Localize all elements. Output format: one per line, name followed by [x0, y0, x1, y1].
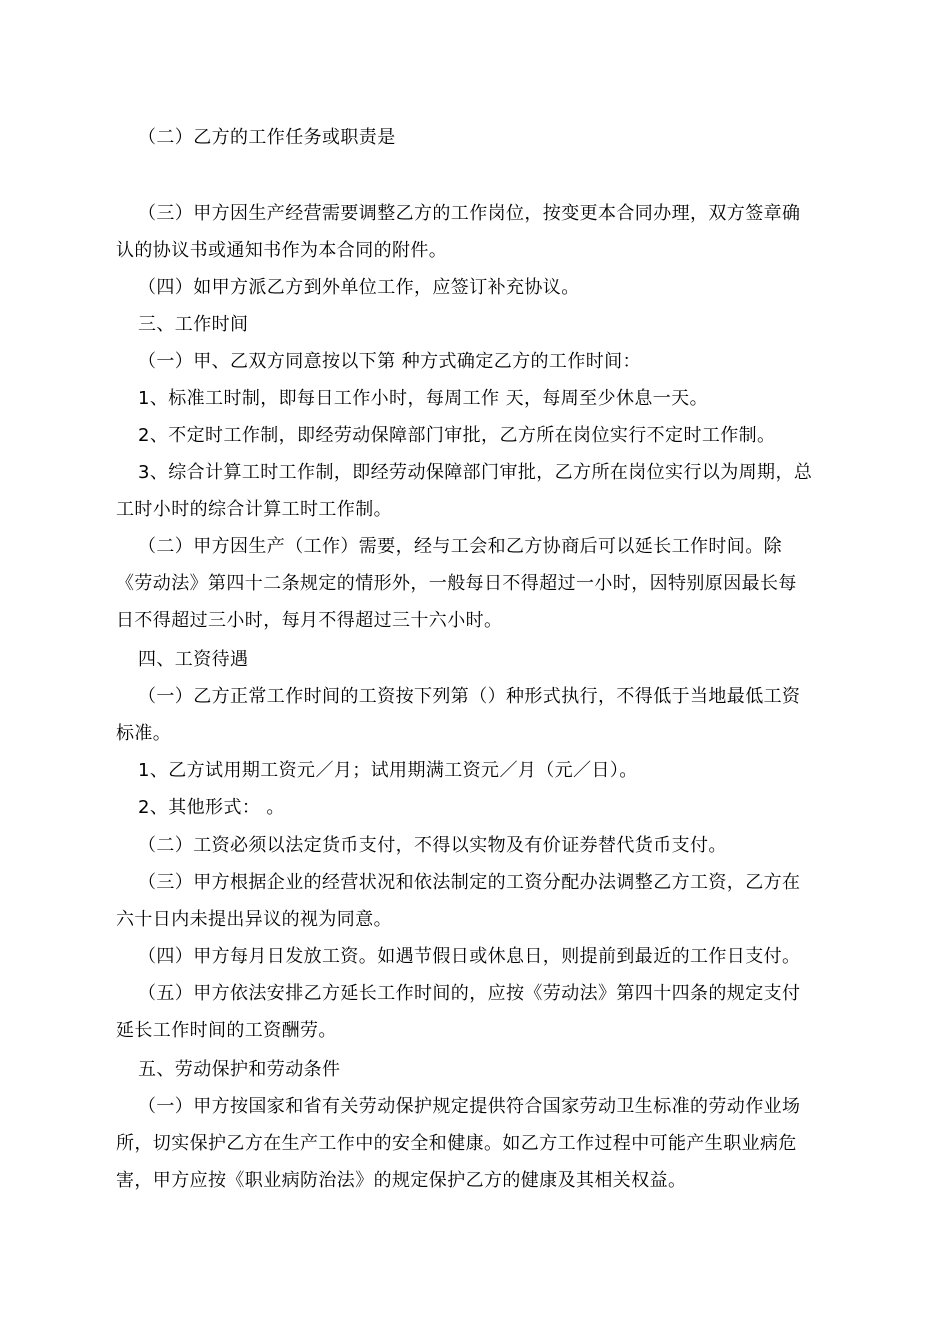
clause-2-3-line-2: 认的协议书或通知书作为本合同的附件。	[116, 240, 448, 261]
clause-3-2-line-2: 《劳动法》第四十二条规定的情形外，一般每日不得超过一小时，因特别原因最长每	[116, 573, 797, 594]
clause-4-3-line-2: 六十日内未提出异议的视为同意。	[116, 909, 392, 930]
item-3-1-1: 1、标准工时制，即每日工作小时，每周工作 天，每周至少休息一天。	[138, 388, 708, 409]
clause-2-3-line-1: （三）甲方因生产经营需要调整乙方的工作岗位，按变更本合同办理，双方签章确	[138, 203, 801, 224]
section-5-heading: 五、劳动保护和劳动条件	[138, 1059, 341, 1080]
item-4-1-1: 1、乙方试用期工资元／月；试用期满工资元／月（元／日）。	[138, 760, 638, 781]
clause-3-2-line-1: （二）甲方因生产（工作）需要，经与工会和乙方协商后可以延长工作时间。除	[138, 536, 782, 557]
clause-4-3-line-1: （三）甲方根据企业的经营状况和依法制定的工资分配办法调整乙方工资，乙方在	[138, 872, 801, 893]
clause-5-1-line-1: （一）甲方按国家和省有关劳动保护规定提供符合国家劳动卫生标准的劳动作业场	[138, 1096, 801, 1117]
section-3-heading: 三、工作时间	[138, 314, 249, 335]
item-3-1-3-line-2: 工时小时的综合计算工时工作制。	[116, 499, 392, 520]
clause-3-1: （一）甲、乙双方同意按以下第 种方式确定乙方的工作时间：	[138, 351, 641, 372]
clause-4-4: （四）甲方每月日发放工资。如遇节假日或休息日，则提前到最近的工作日支付。	[138, 946, 801, 967]
clause-4-2: （二）工资必须以法定货币支付，不得以实物及有价证券替代货币支付。	[138, 835, 727, 856]
clause-4-5-line-2: 延长工作时间的工资酬劳。	[116, 1020, 337, 1041]
clause-3-2-line-3: 日不得超过三小时，每月不得超过三十六小时。	[116, 610, 503, 631]
section-4-heading: 四、工资待遇	[138, 649, 249, 670]
item-3-1-2: 2、不定时工作制，即经劳动保障部门审批，乙方所在岗位实行不定时工作制。	[138, 425, 776, 446]
clause-5-1-line-2: 所，切实保护乙方在生产工作中的安全和健康。如乙方工作过程中可能产生职业病危	[116, 1133, 797, 1154]
clause-5-1-line-3: 害，甲方应按《职业病防治法》的规定保护乙方的健康及其相关权益。	[116, 1170, 687, 1191]
clause-4-5-line-1: （五）甲方依法安排乙方延长工作时间的，应按《劳动法》第四十四条的规定支付	[138, 983, 801, 1004]
clause-4-1-line-2: 标准。	[116, 723, 172, 744]
item-4-1-2: 2、其他形式： 。	[138, 797, 285, 818]
clause-2-2: （二）乙方的工作任务或职责是	[138, 127, 396, 148]
item-3-1-3-line-1: 3、综合计算工时工作制，即经劳动保障部门审批，乙方所在岗位实行以为周期，总	[138, 462, 813, 483]
clause-2-4: （四）如甲方派乙方到外单位工作，应签订补充协议。	[138, 277, 580, 298]
clause-4-1-line-1: （一）乙方正常工作时间的工资按下列第（）种形式执行，不得低于当地最低工资	[138, 686, 801, 707]
